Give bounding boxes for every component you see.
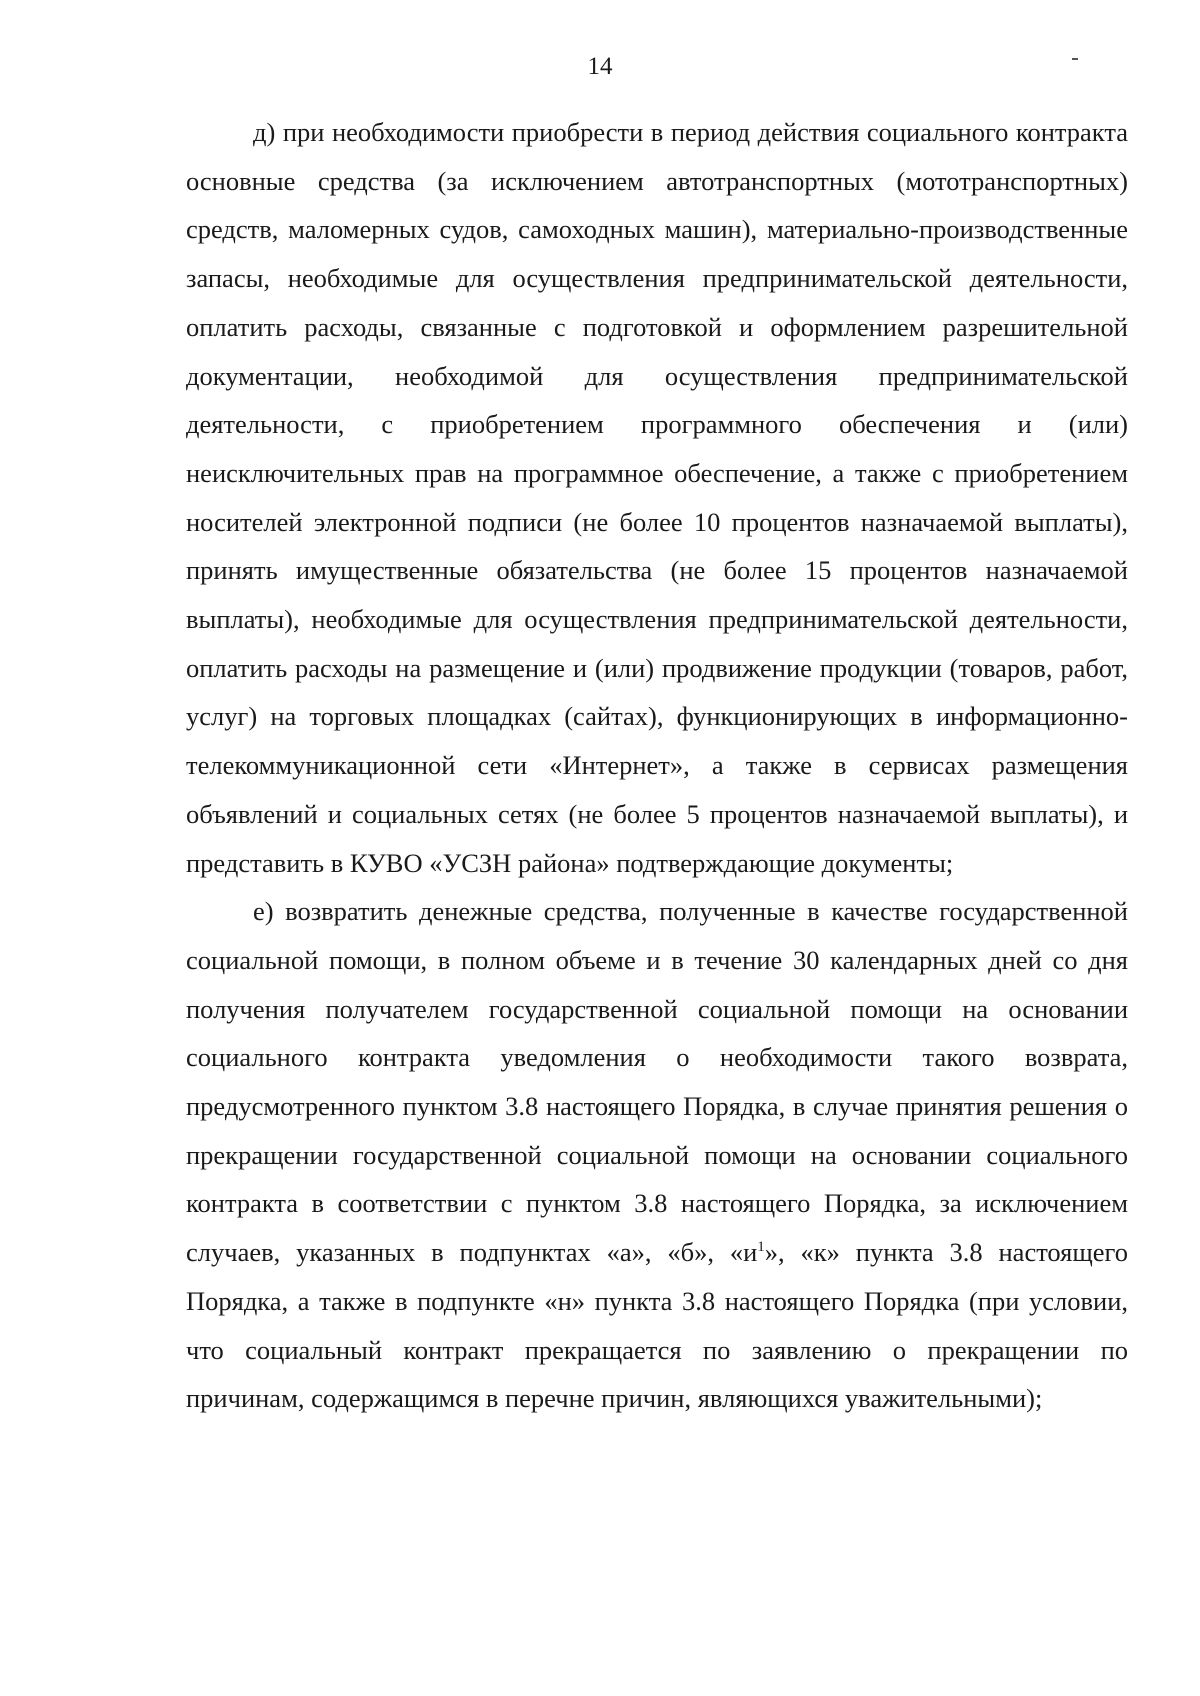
paragraph-e (186, 887, 1128, 1423)
document-body (186, 108, 1128, 1423)
page-number: 14 (587, 53, 613, 80)
paragraph-d: д) при необходимости приобрести в период действия социального контракта основные средства (за исключением автотранспортных (мототранспортных) средств, маломерных судов, самоходных машин), материально-производственные запасы, необходимые для осуществления предпринимательской деятельности, оплатить расходы, связанные с подготовкой и оформлением разрешительной документации, необходимой для осуществления предпринимательской деятельности, с приобретением программного обеспечения и (или) неисключительных прав на программное обеспечение, а также с приобретением носителей электронной подписи (не более 10 процентов назначаемой выплаты), принять имущественные обязательства (не более 15 процентов назначаемой выплаты), необходимые для осуществления предпринимательской деятельности, оплатить расходы на размещение и (или) продвижение продукции (товаров, работ, услуг) на торговых площадках (сайтах), функционирующих в информационно-телекоммуникационной сети «Интернет», а также в сервисах размещения объявлений и социальных сетях (не более 5 процентов назначаемой выплаты), и представить в КУВО «УСЗН района» подтверждающие документы; (186, 117, 1128, 878)
superscript-index: 1 (757, 1239, 765, 1256)
paragraph-e-text-start: е) возвратить денежные средства, полученные в качестве государственной социальной помощи, в полном объеме и в течение 30 календарных дней со дня получения получателем государственной социальной помощи на основании социального контракта уведомления о необходимости такого возврата, предусмотренного пунктом 3.8 настоящего Порядка, в случае принятия решения о прекращении государственной социальной помощи на основании социального контракта в соответствии с пунктом 3.8 настоящего Порядка, за исключением случаев, указанных в подпунктах «а», «б», «и (186, 896, 1128, 1268)
paragraph-e-text-end: », «к» пункта 3.8 настоящего Порядка, а также в подпункте «н» пункта 3.8 настоящего Порядка (при условии, что социальный контракт прекращается по заявлению о прекращении по причинам, содержащимся в перечне причин, являющихся уважительными); (186, 1237, 1128, 1414)
scan-mark (1072, 58, 1078, 60)
